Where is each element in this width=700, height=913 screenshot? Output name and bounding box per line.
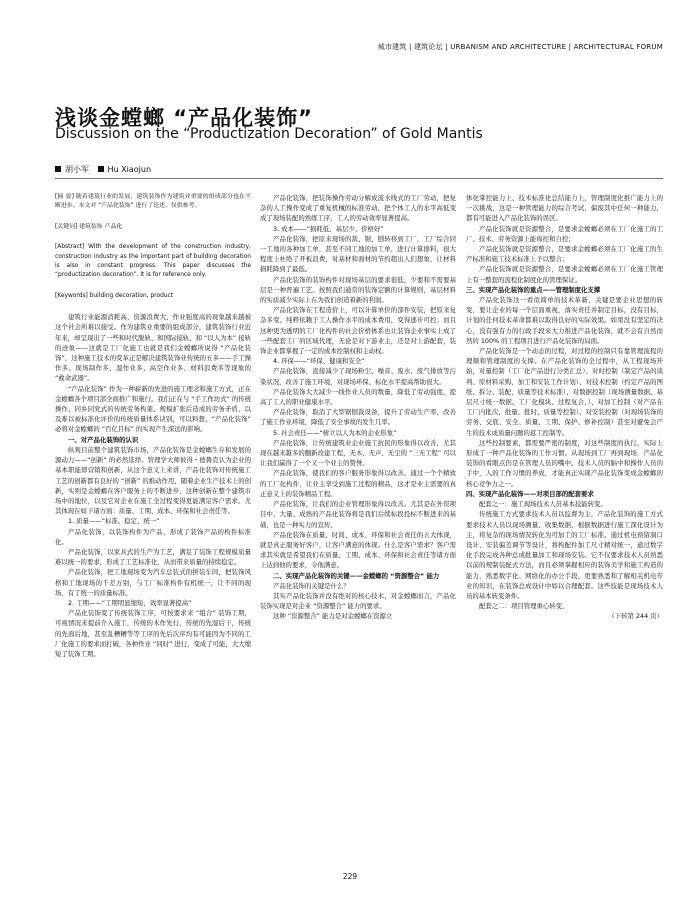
paragraph: 产品化装饰的装饰构件对现场基层的要求很低，少要和不需要基层是一种普遍工艺。按照我们通常的装饰定额的计算规则，基层材料的实质减少实际上在为我们创造着新的利润。 (260, 275, 456, 305)
paragraph: 产品化装饰这一看似简单的技术革新，关键是要企业思想的转变，要让企业的每一个层面重视，落实责任并制定目标，没有目标，计划的任何技术革命都难以取得良好的实际效果。如果没有坚定的决心，没有强有力的行政手段来大力推进产品化装饰，就不会有自然而然的 100% 的工程项目进行产品化装饰的局面。 (466, 296, 663, 345)
subheading: 5. 社会责任——“树立以人为本的企业形象” (273, 428, 397, 437)
paragraph: 产品化装饰，取消了大型锯刨裁设备，提升了劳动生产率，改善了施工作业环境，降低了安全事故的发生几率。 (260, 408, 456, 427)
continued-note: （下转第 244 页） (608, 612, 663, 621)
subheading: 2. 工期——“工期明显缩短，效率显著提高” (68, 598, 192, 607)
column-3 (466, 193, 663, 622)
paragraph: 产品化装饰在质量、时间、成本、环保和社会责任的五大体现，就是真正服务好客户，让客户满意的体现。什么是客户需求？客户需求其实就是希望我们在质量、工期、成本、环保和社会责任等诸方面上达到他的要求，令他满意。 (260, 530, 456, 570)
paragraph: 这些控制要素，都需要严密的制度，对这些制度的执行，实际上形成了一种产品化装饰的工作习惯。从现场到工厂再到现场，产品化装饰的看眼点仍是在管理人员的嘴中、技术人员的脑中和操作人员的手中，人的工作习惯的养成，才能真正实现产品化装饰变成金螳螂的核心竞争力之一。 (466, 438, 663, 488)
author-name-en: Hu Xiaojun (107, 165, 152, 174)
section-heading: 一、对产品化装饰的认识 (68, 435, 139, 444)
paragraph: 产品化装饰就是资源整合，是要求金螳螂必须在工厂化施工的工厂、技术、劳务资源上能佈控和自控； (466, 224, 663, 243)
subheading: 3. 成本——“损耗低、基层少、价格好” (273, 224, 384, 233)
abstract-zh: [摘 要] 随着建筑行业的发展，建筑装饰作为建筑业重要的组成部分也在不断进步。本文对 “产品化装饰” 进行了论述，仅供参考。 (55, 194, 251, 210)
paragraph: 产品化装饰就是资源整合，是要求金螳螂必须在工厂化施工的生产标准和施工技术标准上予以整合； (466, 245, 663, 264)
paragraph: 产品化装饰在工程造价上，可以计算单价的部件安装，把原来复杂多变、纯粹依赖于工人操作水平的成本费用，变得逐步可控；而且这种更为透明的工厂化构件的社会价格体系也让装饰企业事实上成了一些配套工厂的区域代理，无论是对下游业主，还是对上游配套，装饰企业都掌握了一定的成本控制权和主动权。 (260, 306, 456, 356)
paragraph: 产品化装饰，使我们的客户服务形象得以改善。通过一个个精致的工厂化构件，让业主享受到施工过程的精品，这才是业主需要的真正意义上的装饰精品工程。 (260, 469, 456, 498)
paragraph: 其实产品化装饰并没有绝对的核心技术，对金螳螂而言，产品化装饰实现是对企业 “资源整合” 能力的要求。 (260, 591, 456, 611)
paragraph: 这种 “资源整合” 能力是对金螳螂在资源立 (273, 612, 393, 621)
subheading: 1. 质量——“标准、稳定、统一” (68, 517, 160, 526)
column-1 (55, 193, 251, 659)
author-line (55, 164, 151, 175)
paragraph: 建筑行业能源消耗高、资源浪费大、作业强度高的现象越来越被这个社会所难以接受。作为建筑业重要的组成部分，建筑装饰行业近年来，却呈现出了一些和时代脱轨、和国际接轨、和 “以人为本” 接轨的迹象——这就是工厂化施工也就是我们金螳螂所说得 “产品化装饰”，这种施工技术的变革正是解决建筑装饰业传统的五多——手工操作多、现场制作多、湿作业多、高空作业多、材料浪费多等现象的 “救命武器”。 (55, 313, 252, 383)
bullet-square-icon (55, 166, 61, 172)
paragraph: 配套之二：项目管理重心转变， (479, 602, 569, 611)
paragraph: 配套之一：施工现场技术人员基本技能转变。 (479, 500, 607, 509)
section-heading: 三、实现产品化装饰的重点——管理制度化支撑 (466, 285, 601, 294)
title-english: Discussion on the “Productization Decoration” of Gold Mantis (55, 126, 483, 142)
paragraph: 产品化装饰是一个动态的过程，对过程的控制只有靠管理流程的理顺和管理制度的支撑。在产品化装饰的全过程中，从工程现场开始，对量控制（工厂化产品进行分类汇总）、对时控制（制定产品的谈判、原材料采购、加工和安装工作计划）、对技术控制（约定产品的图纸、拆分、装配，质量等技术标准）、对数据控制（现场测量数据、基层尺寸统一数据、工厂化模块、过程复合、）、对加工控制（对产品在工厂内批次、批量、批时、质量等控制）、对安装控制（对现场装饰的劳务、交底、安全、质量、工期、保护、修补控制）甚至对避免会产生的技术成质量问题的返工控制等。 (466, 347, 663, 437)
paragraph: 纵观目前整个建筑装饰市场，产品化装饰是金螳螂生存和发展的源动力——“创新” 的必然选择。管理学大师彼得・德鲁克认为企业的基本职能即营销和创新，从这个意义上来讲，产品化装饰对传统施工工艺的创新都有良好的 “创新” 的推动作用，随着企业生产技术上的创新，实则是金螳螂在客户服务上的不断进步，这种创新在整个建筑市场中的地位，以及它对企业在施工全过程变得更能满足客户需求。尤其体现在如下诸方面：质量、工期、成本、环保和社会责任等。 (55, 445, 252, 516)
paragraph: 产品化装饰，把工地现场变为汽车总装式的拼装车间，把装饰风格和工地现场的千差万别，与工厂标准构件有机统一，让不同的现场，有了统一的质量标准。 (55, 568, 251, 597)
paragraph: 产品化装饰就是资源整合，是要求金螳螂必须在工厂化施工管理上有一整套的流程化制度化的管理保证。 (466, 265, 663, 284)
abstract-en: [Abstract] With the development of the construction industry, construction industry as the important part of building decoration is also in constant progress. This paper discusses the “productization decoration”. It is for reference only. (55, 244, 251, 279)
author-name-zh: 胡小军 (65, 165, 89, 174)
journal-header: 城市建筑 | 建筑论坛 | URBANISM AND ARCHITECTURE | ARCHITECTURAL FORUM (377, 43, 663, 51)
paragraph: 产品化装饰大大减少一线作业人员的数量，降低了劳动强度，提高了工人的职业健康水平。 (260, 387, 456, 407)
section-heading: 二、实现产品化装饰的关键——金螳螂的 “资源整合” 能力 (273, 571, 440, 580)
paragraph: 产品化装饰，直接减少了现场粉尘、噪音、废水、废气排放等污染状况，改善了施工环境，对现场环保、标化水平提高帮助很大。 (260, 367, 456, 386)
column-2 (260, 193, 456, 622)
bullet-square-icon (98, 166, 104, 172)
keywords-zh: [关键词] 建筑装饰 产品化 (55, 223, 123, 230)
paragraph: “产品化装饰” 作为一种崭新的先进的施工理念和施工方式，正在金螳螂各个项目部全面推广和施行。我们正在与 “手工作坊式” 的传统操作、同乡同党式的传统劳务构架、规模扩张后造成的劳务矛盾，以及难以被标准化评价的传统质量体系诀别，可以料想，“产品化装饰” 必将对金螳螂的 “百亿目标” 的实现产生深远的影响。 (55, 384, 252, 434)
paragraph: 产品化装饰，以装饰构件为产品，形成了装饰产品的构件标准化。 (55, 527, 251, 546)
paragraph: 产品化装饰，让我们的企业管理形象得以改善。尤其是在外资项目中，大量、成熟的产品化装饰将是我们后续标段投标不断进来的基础，也是一种实力的宣传。 (260, 500, 456, 529)
paragraph: 产品化装饰，让传统建筑业企业施工抗民的形象得以改善，尤其现在越来越多的翻新改建工程，无木、无声、无尘的 “三无工程” 可以让我们赢得了一个又一个业主的赞誉。 (260, 438, 457, 468)
section-heading: 四、实现产品化装饰——对项目部的配套要求 (466, 489, 594, 498)
subheading: 4. 环保——“环保、健康和安全” (273, 357, 365, 366)
paragraph: 产品化装饰，把装饰操作劳动分解成流水线式的工厂劳动，把复杂的人工操作变成了重复机械的标准劳动，把个体工人的水平高低变成了现场装配的熟练工序，工人的劳动效率显著提高。 (260, 194, 456, 223)
paragraph: 体化掌控能力上、技术标准化总结能力上、管理制度化推广能力上的一次挑战，这是一种管理能力的综合考试，偏废其中任何一种能力，都有可能进入产品化装饰的误区。 (466, 194, 663, 223)
title-chinese: 浅谈金螳螂 “产品化装饰” (55, 106, 313, 130)
divider (55, 178, 663, 179)
paragraph: 产品化装饰，以家具式的生产为工艺，满足了装饰工程规模质量难以统一的要求，形成了工艺标准化，从而带来质量的持续稳定。 (55, 547, 251, 567)
keywords-en: [Keywords] building decoration, product (55, 292, 174, 299)
paragraph: 传统施工方式要求技术人员以监督为主，产品化装饰的施工方式要求技术人员以现场测量、收集数据，根据数据进行施工深化设计为主，将复杂的现场情况转化为可加工的工厂标准。通过机电预留洞口设计、安装偏差调节等设计，将构配件加工尺寸精对统一，通过数字化手段完成各种总成批量加工和现场安装。它不仅要求技术人员熟悉以前的规制装配式方法，而且必须掌握相应的装饰美学和施工构造的能力，熟悉数字化、网络化的办公手段，更要熟悉和了解相关机电专业的知识，在装饰总成设计中如以合理配套。这些技能是现场技术人员的基本转变条件。 (466, 510, 663, 600)
page-number: 229 (342, 872, 358, 881)
paragraph: 产品化装饰变了传统装饰工序，可按要求来 “组合” 装饰工期，可视情况来提前介入施工，传统的木作先行，传统的先湿后干，传统的先面后地，甚至乱糟糟等等工序的先后次序均有可能因为不同的工厂化施工的要求而打破，各种作业 “同时” 进行，变成了可能，大大缩短了装饰工期。 (55, 609, 252, 658)
paragraph: 产品化装饰的关键是什么？ (273, 581, 350, 590)
paragraph: 产品化装饰，把原来现场的裁、锯、刨转移到工厂，工厂综合同一工地的各种加工单，甚至不同工地的加工单，进行计算排料，很大程度上杜绝了开板浪费，对基材和面材的节约超出人们想象，让材料损耗降到了最低。 (260, 234, 456, 274)
